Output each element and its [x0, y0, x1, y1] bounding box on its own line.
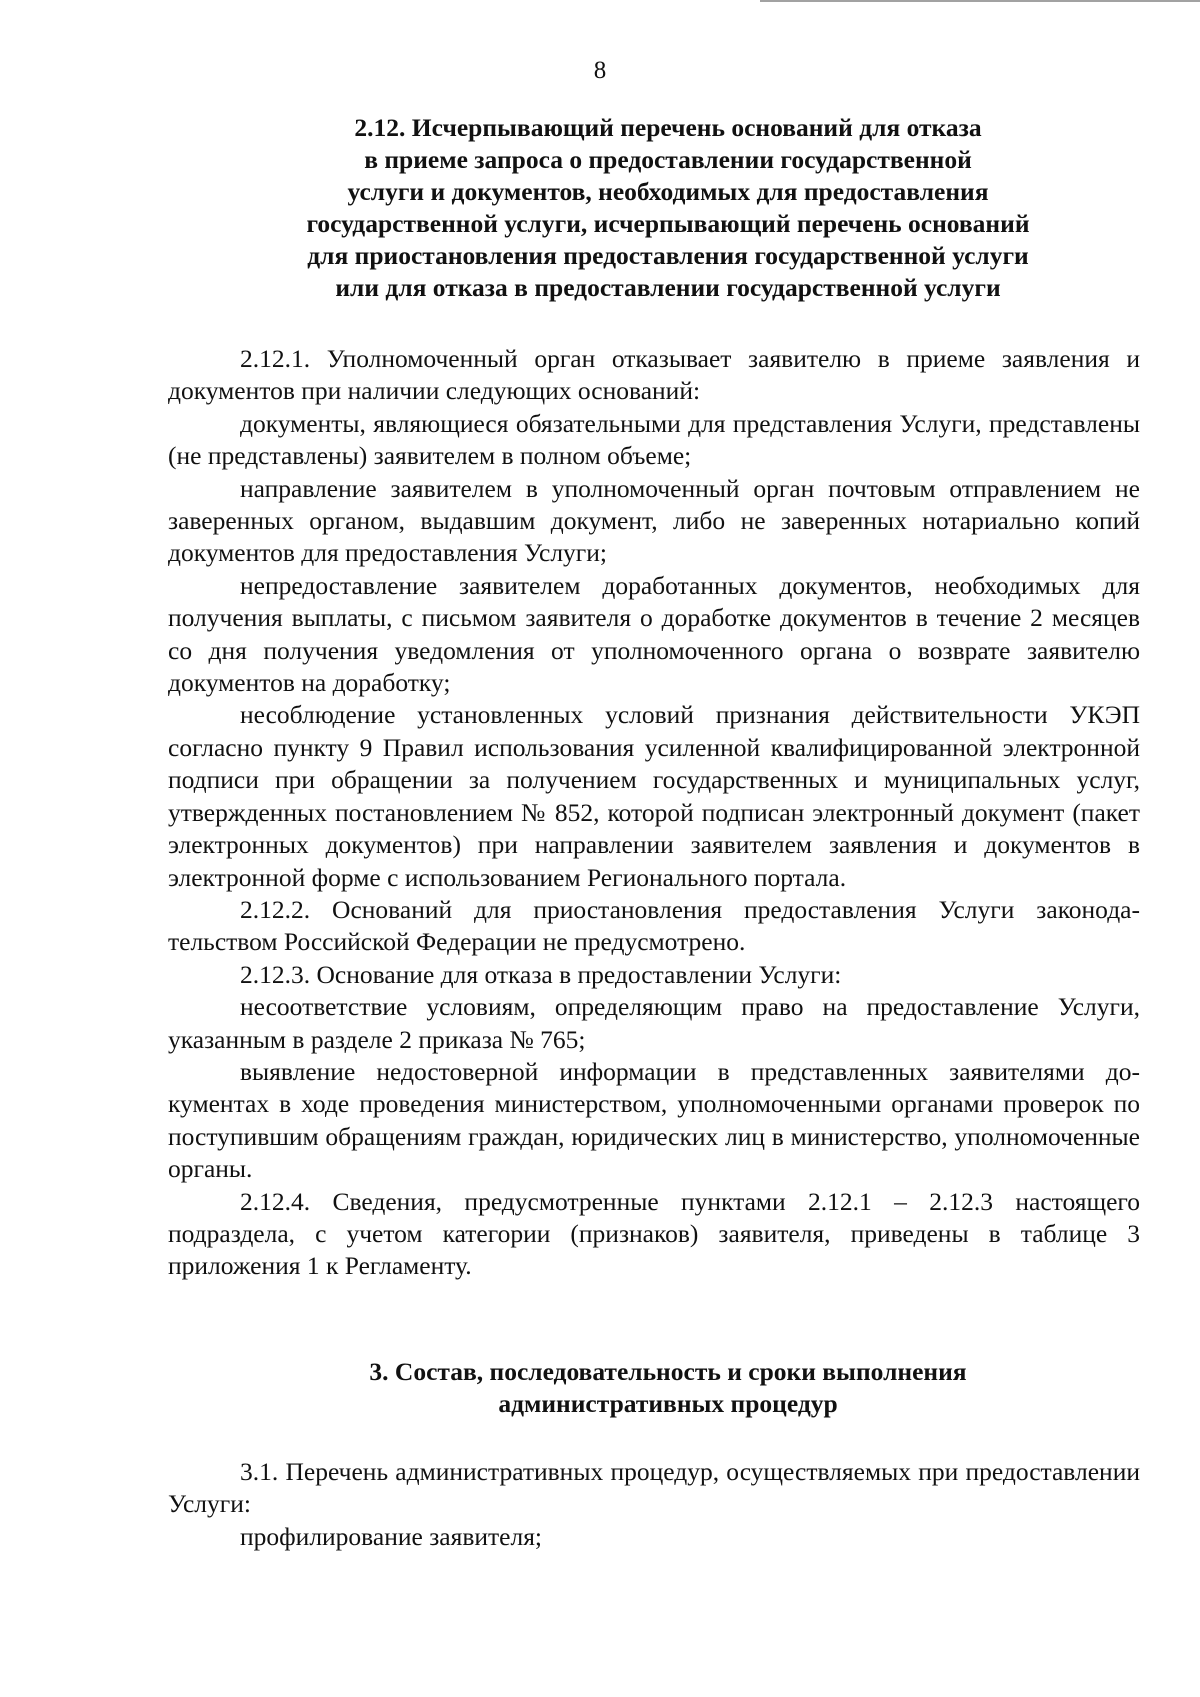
heading-line: или для отказа в предоставлении государственной услуги: [335, 273, 1001, 302]
heading-line: 3. Состав, последовательность и сроки выполнения: [369, 1357, 967, 1386]
scan-edge-line: [760, 0, 1200, 2]
heading-line: для приостановления предоставления государственной услуги: [307, 241, 1029, 270]
list-item-profiling: профилирование заявителя;: [240, 1521, 543, 1551]
list-item-unverified-copies: направление заявителем в уполномоченный орган почтовым отправлением не заверенных органом, выдавшим документ, либо не заверенных нотариально копий документов для предоставления Услуги;: [168, 473, 1140, 568]
heading-line: в приеме запроса о предоставлении государственной: [364, 145, 972, 174]
paragraph-2-12-2: 2.12.2. Оснований для приостановления предоставления Услуги законодательством Российской Федерации не предусмотрено.: [168, 894, 1140, 957]
list-item-nonconformity: несоответствие условиям, определяющим право на предоставление Услуги, указанным в разделе 2 приказа № 765;: [168, 992, 1140, 1054]
paragraph-2-12-1: 2.12.1. Уполномоченный орган отказывает заявителю в приеме заявления и документов при наличии следующих оснований:: [168, 344, 1140, 406]
list-item-unreliable-info: выявление недостоверной информации в представленных заявителями документах в ходе проведения министерством, уполномоченными органами проверок по поступившим обращениям граждан, юридических лиц в министерство, уполномоченные органы.: [168, 1056, 1140, 1184]
list-item-no-revised-documents: непредоставление заявителем доработанных документов, необходимых для получения выплаты, с письмом заявителя о доработке документов в течение 2 месяцев со дня получения уведомления от уполномоченного органа о возврате заявителю документов на доработку;: [168, 570, 1140, 698]
list-item-ukep-invalid: несоблюдение установленных условий признания действительности УКЭП согласно пункту 9 Правил использования усиленной квалифицированной электронной подписи при обращении за получением государственных и муниципальных услуг, утвержденных постановлением № 852, которой подписан электронный документ (пакет электронных документов) при направлении заявителем заявления и документов в электронной форме с использованием Регионального портала.: [168, 700, 1140, 892]
heading-line: услуги и документов, необходимых для предоставления: [347, 177, 989, 206]
paragraph-3-1: 3.1. Перечень административных процедур, осуществляемых при предоставлении Услуги:: [168, 1457, 1140, 1519]
section-3-heading: [168, 1356, 1168, 1420]
heading-line: государственной услуги, исчерпывающий перечень оснований: [306, 209, 1030, 238]
heading-line: административных процедур: [498, 1389, 838, 1418]
list-item-documents-incomplete: документы, являющиеся обязательными для представления Услуги, представлены (не представлены) заявителем в полном объеме;: [168, 408, 1140, 471]
page-number: 8: [593, 57, 607, 84]
section-3-body: [168, 1456, 1140, 1553]
section-2-12-body: [168, 343, 1140, 1283]
heading-line: 2.12. Исчерпывающий перечень оснований для отказа: [354, 113, 982, 142]
section-2-12-heading: [168, 112, 1168, 304]
paragraph-2-12-4: 2.12.4. Сведения, предусмотренные пунктами 2.12.1 – 2.12.3 настоящего подраздела, с учетом категории (признаков) заявителя, приведены в таблице 3 приложения 1 к Регламенту.: [168, 1186, 1140, 1281]
paragraph-2-12-3: 2.12.3. Основание для отказа в предоставлении Услуги:: [240, 959, 842, 989]
